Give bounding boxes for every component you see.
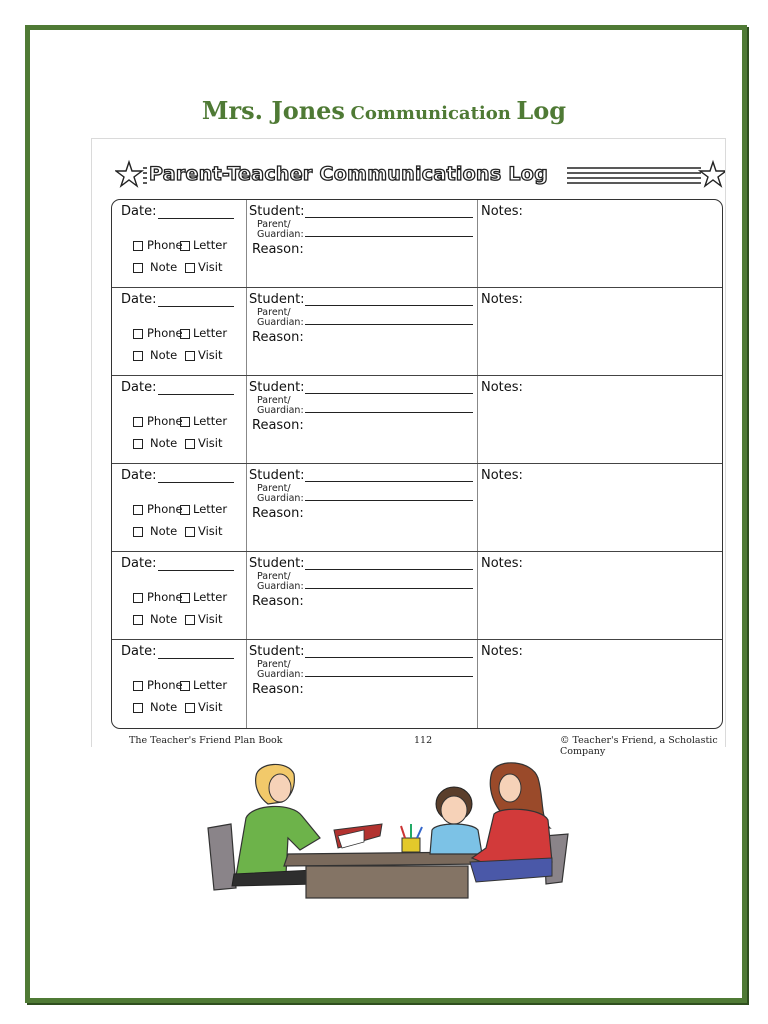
notes-label: Notes: — [481, 468, 523, 483]
guardian-field-line[interactable] — [305, 500, 473, 501]
note-label: Note — [150, 612, 178, 626]
parent-label: Parent/ — [257, 483, 291, 494]
footer-left: The Teacher's Friend Plan Book — [129, 735, 283, 746]
student-label: Student: — [249, 292, 305, 307]
reason-label: Reason: — [252, 242, 304, 257]
guardian-label: Guardian: — [257, 581, 304, 592]
letter-label: Letter — [193, 326, 228, 340]
letter-label: Letter — [193, 238, 228, 252]
title-log: Log — [516, 96, 567, 125]
column-divider — [477, 640, 478, 728]
letter-checkbox[interactable] — [180, 681, 190, 691]
notes-label: Notes: — [481, 556, 523, 571]
communication-log-sheet — [91, 138, 726, 757]
notes-label: Notes: — [481, 292, 523, 307]
column-divider — [246, 288, 247, 375]
date-field-line[interactable] — [158, 570, 234, 571]
visit-label: Visit — [198, 700, 223, 714]
guardian-field-line[interactable] — [305, 324, 473, 325]
reason-label: Reason: — [252, 330, 304, 345]
letter-label: Letter — [193, 502, 228, 516]
guardian-label: Guardian: — [257, 317, 304, 328]
notes-label: Notes: — [481, 380, 523, 395]
footer-right: © Teacher's Friend, a Scholastic Company — [560, 735, 718, 757]
phone-checkbox[interactable] — [133, 593, 143, 603]
letter-checkbox[interactable] — [180, 329, 190, 339]
parent-label: Parent/ — [257, 571, 291, 582]
column-divider — [246, 552, 247, 639]
log-entry-row — [112, 376, 722, 464]
letter-checkbox[interactable] — [180, 417, 190, 427]
student-field-line[interactable] — [305, 657, 473, 658]
note-checkbox[interactable] — [133, 351, 143, 361]
note-checkbox[interactable] — [133, 527, 143, 537]
date-label: Date: — [121, 380, 157, 395]
parent-label: Parent/ — [257, 219, 291, 230]
date-label: Date: — [121, 644, 157, 659]
student-label: Student: — [249, 644, 305, 659]
page-title — [0, 96, 768, 125]
date-label: Date: — [121, 556, 157, 571]
visit-checkbox[interactable] — [185, 351, 195, 361]
letter-label: Letter — [193, 590, 228, 604]
guardian-label: Guardian: — [257, 493, 304, 504]
phone-label: Phone — [147, 238, 183, 252]
parent-label: Parent/ — [257, 307, 291, 318]
visit-checkbox[interactable] — [185, 703, 195, 713]
phone-label: Phone — [147, 502, 183, 516]
guardian-label: Guardian: — [257, 229, 304, 240]
reason-label: Reason: — [252, 594, 304, 609]
visit-checkbox[interactable] — [185, 527, 195, 537]
student-label: Student: — [249, 380, 305, 395]
column-divider — [246, 376, 247, 463]
student-label: Student: — [249, 468, 305, 483]
title-communication: Communication — [350, 103, 511, 124]
visit-checkbox[interactable] — [185, 615, 195, 625]
letter-checkbox[interactable] — [180, 241, 190, 251]
column-divider — [246, 640, 247, 728]
column-divider — [477, 552, 478, 639]
note-checkbox[interactable] — [133, 615, 143, 625]
guardian-field-line[interactable] — [305, 236, 473, 237]
note-checkbox[interactable] — [133, 439, 143, 449]
footer-page-number: 112 — [414, 735, 433, 746]
student-field-line[interactable] — [305, 217, 473, 218]
date-field-line[interactable] — [158, 482, 234, 483]
note-checkbox[interactable] — [133, 263, 143, 273]
log-banner — [115, 159, 725, 193]
visit-checkbox[interactable] — [185, 439, 195, 449]
letter-label: Letter — [193, 414, 228, 428]
parent-label: Parent/ — [257, 659, 291, 670]
phone-label: Phone — [147, 678, 183, 692]
visit-label: Visit — [198, 348, 223, 362]
parent-teacher-illustration — [196, 758, 576, 906]
visit-label: Visit — [198, 612, 223, 626]
student-field-line[interactable] — [305, 305, 473, 306]
note-label: Note — [150, 700, 178, 714]
star-icon-right — [700, 162, 725, 186]
visit-label: Visit — [198, 436, 223, 450]
guardian-label: Guardian: — [257, 669, 304, 680]
banner-title: Parent-Teacher Communications Log — [149, 163, 549, 185]
visit-checkbox[interactable] — [185, 263, 195, 273]
visit-label: Visit — [198, 260, 223, 274]
log-entry-row — [112, 464, 722, 552]
date-label: Date: — [121, 468, 157, 483]
phone-checkbox[interactable] — [133, 505, 143, 515]
column-divider — [477, 376, 478, 463]
note-label: Note — [150, 348, 178, 362]
student-field-line[interactable] — [305, 393, 473, 394]
column-divider — [246, 200, 247, 287]
date-label: Date: — [121, 292, 157, 307]
date-label: Date: — [121, 204, 157, 219]
letter-checkbox[interactable] — [180, 593, 190, 603]
phone-checkbox[interactable] — [133, 241, 143, 251]
date-field-line[interactable] — [158, 306, 234, 307]
date-field-line[interactable] — [158, 658, 234, 659]
notes-label: Notes: — [481, 644, 523, 659]
note-label: Note — [150, 524, 178, 538]
notes-label: Notes: — [481, 204, 523, 219]
guardian-field-line[interactable] — [305, 412, 473, 413]
column-divider — [477, 288, 478, 375]
phone-label: Phone — [147, 414, 183, 428]
student-field-line[interactable] — [305, 569, 473, 570]
log-table — [111, 199, 723, 729]
log-entry-row — [112, 552, 722, 640]
letter-label: Letter — [193, 678, 228, 692]
phone-checkbox[interactable] — [133, 329, 143, 339]
date-field-line[interactable] — [158, 394, 234, 395]
phone-checkbox[interactable] — [133, 417, 143, 427]
student-label: Student: — [249, 204, 305, 219]
parent-label: Parent/ — [257, 395, 291, 406]
column-divider — [246, 464, 247, 551]
student-field-line[interactable] — [305, 481, 473, 482]
guardian-field-line[interactable] — [305, 676, 473, 677]
phone-label: Phone — [147, 326, 183, 340]
guardian-field-line[interactable] — [305, 588, 473, 589]
date-field-line[interactable] — [158, 218, 234, 219]
reason-label: Reason: — [252, 682, 304, 697]
phone-label: Phone — [147, 590, 183, 604]
visit-label: Visit — [198, 524, 223, 538]
log-entry-row — [112, 200, 722, 288]
log-entry-row — [112, 288, 722, 376]
title-name: Mrs. Jones — [201, 96, 345, 125]
reason-label: Reason: — [252, 506, 304, 521]
note-label: Note — [150, 260, 178, 274]
column-divider — [477, 200, 478, 287]
phone-checkbox[interactable] — [133, 681, 143, 691]
log-entry-row — [112, 640, 722, 728]
note-label: Note — [150, 436, 178, 450]
letter-checkbox[interactable] — [180, 505, 190, 515]
student-label: Student: — [249, 556, 305, 571]
note-checkbox[interactable] — [133, 703, 143, 713]
guardian-label: Guardian: — [257, 405, 304, 416]
reason-label: Reason: — [252, 418, 304, 433]
star-icon-left — [116, 162, 142, 186]
column-divider — [477, 464, 478, 551]
